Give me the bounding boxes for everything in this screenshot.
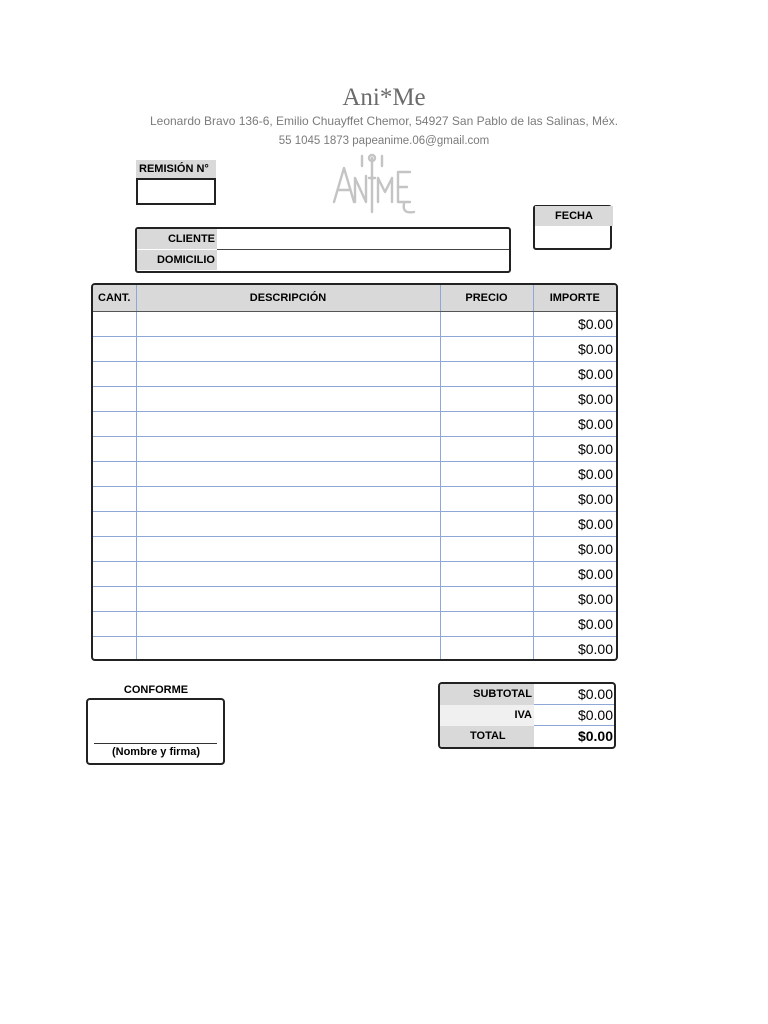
iva-label: IVA <box>440 705 534 726</box>
importe-cell: $0.00 <box>533 462 616 487</box>
signature-line <box>94 743 217 744</box>
cant-cell[interactable] <box>93 562 136 587</box>
descripcion-cell[interactable] <box>136 587 440 612</box>
cant-cell[interactable] <box>93 612 136 637</box>
domicilio-field[interactable] <box>220 250 506 270</box>
table-row <box>93 562 616 587</box>
descripcion-cell[interactable] <box>136 487 440 512</box>
descripcion-cell[interactable] <box>136 337 440 362</box>
descripcion-cell[interactable] <box>136 562 440 587</box>
cant-cell[interactable] <box>93 387 136 412</box>
total-label: TOTAL <box>440 726 534 747</box>
column-header-precio: PRECIO <box>440 285 533 312</box>
precio-cell[interactable] <box>440 387 533 412</box>
descripcion-cell[interactable] <box>136 387 440 412</box>
table-row <box>93 412 616 437</box>
importe-cell: $0.00 <box>533 512 616 537</box>
precio-cell[interactable] <box>440 462 533 487</box>
precio-cell[interactable] <box>440 512 533 537</box>
cant-cell[interactable] <box>93 312 136 337</box>
importe-cell: $0.00 <box>533 437 616 462</box>
descripcion-cell[interactable] <box>136 612 440 637</box>
descripcion-cell[interactable] <box>136 362 440 387</box>
cant-cell[interactable] <box>93 512 136 537</box>
descripcion-cell[interactable] <box>136 312 440 337</box>
precio-cell[interactable] <box>440 537 533 562</box>
precio-cell[interactable] <box>440 312 533 337</box>
importe-cell: $0.00 <box>533 612 616 637</box>
importe-cell: $0.00 <box>533 537 616 562</box>
descripcion-cell[interactable] <box>136 462 440 487</box>
subtotal-value: $0.00 <box>534 684 614 705</box>
cliente-field[interactable] <box>220 229 506 249</box>
importe-cell: $0.00 <box>533 587 616 612</box>
precio-cell[interactable] <box>440 637 533 662</box>
descripcion-cell[interactable] <box>136 437 440 462</box>
cliente-label: CLIENTE <box>137 229 217 249</box>
company-contact: 55 1045 1873 papeanime.06@gmail.com <box>278 135 490 147</box>
precio-cell[interactable] <box>440 437 533 462</box>
table-row <box>93 637 616 662</box>
importe-cell: $0.00 <box>533 487 616 512</box>
importe-cell: $0.00 <box>577 641 613 657</box>
remision-number-field[interactable] <box>136 178 216 205</box>
precio-cell[interactable] <box>440 487 533 512</box>
iva-value: $0.00 <box>534 705 614 726</box>
cant-cell[interactable] <box>93 362 136 387</box>
column-header-importe: IMPORTE <box>533 285 616 312</box>
precio-cell[interactable] <box>440 562 533 587</box>
company-name: Ani*Me <box>342 84 426 111</box>
remision-label: REMISIÓN N° <box>136 160 216 178</box>
company-address: Leonardo Bravo 136-6, Emilio Chuayffet Chemor, 54927 San Pablo de las Salinas, Méx. <box>149 114 619 128</box>
importe-cell: $0.00 <box>533 337 616 362</box>
precio-cell[interactable] <box>440 612 533 637</box>
precio-cell[interactable] <box>440 337 533 362</box>
totals-box <box>438 682 616 749</box>
cant-cell[interactable] <box>93 462 136 487</box>
descripcion-cell[interactable] <box>136 637 440 662</box>
precio-cell[interactable] <box>440 412 533 437</box>
domicilio-label: DOMICILIO <box>137 250 217 270</box>
cant-cell[interactable] <box>93 587 136 612</box>
table-row <box>93 337 616 362</box>
cant-cell[interactable] <box>93 537 136 562</box>
signature-caption: (Nombre y firma) <box>111 746 201 758</box>
cant-cell[interactable] <box>93 487 136 512</box>
importe-cell: $0.00 <box>533 362 616 387</box>
table-row <box>93 312 616 337</box>
column-header-descripcion: DESCRIPCIÓN <box>136 285 440 312</box>
table-row <box>93 362 616 387</box>
table-row <box>93 462 616 487</box>
conforme-label: CONFORME <box>123 684 189 696</box>
table-row <box>93 612 616 637</box>
fecha-label: FECHA <box>535 206 613 226</box>
descripcion-cell[interactable] <box>136 537 440 562</box>
cant-cell[interactable] <box>93 337 136 362</box>
importe-cell: $0.00 <box>533 562 616 587</box>
table-row <box>93 537 616 562</box>
table-row <box>93 587 616 612</box>
importe-cell: $0.00 <box>533 387 616 412</box>
cant-cell[interactable] <box>93 637 136 662</box>
descripcion-cell[interactable] <box>136 512 440 537</box>
table-row <box>93 437 616 462</box>
precio-cell[interactable] <box>440 587 533 612</box>
importe-cell: $0.00 <box>533 412 616 437</box>
precio-cell[interactable] <box>440 362 533 387</box>
table-row <box>93 387 616 412</box>
table-row <box>93 512 616 537</box>
items-table <box>91 283 618 661</box>
cant-cell[interactable] <box>93 437 136 462</box>
descripcion-cell[interactable] <box>136 412 440 437</box>
table-row <box>93 487 616 512</box>
subtotal-label: SUBTOTAL <box>440 684 534 705</box>
cant-cell[interactable] <box>93 412 136 437</box>
column-header-cant: CANT. <box>93 285 136 312</box>
total-value: $0.00 <box>577 728 613 744</box>
importe-cell: $0.00 <box>533 312 616 337</box>
anime-monogram-logo-icon <box>322 152 422 218</box>
